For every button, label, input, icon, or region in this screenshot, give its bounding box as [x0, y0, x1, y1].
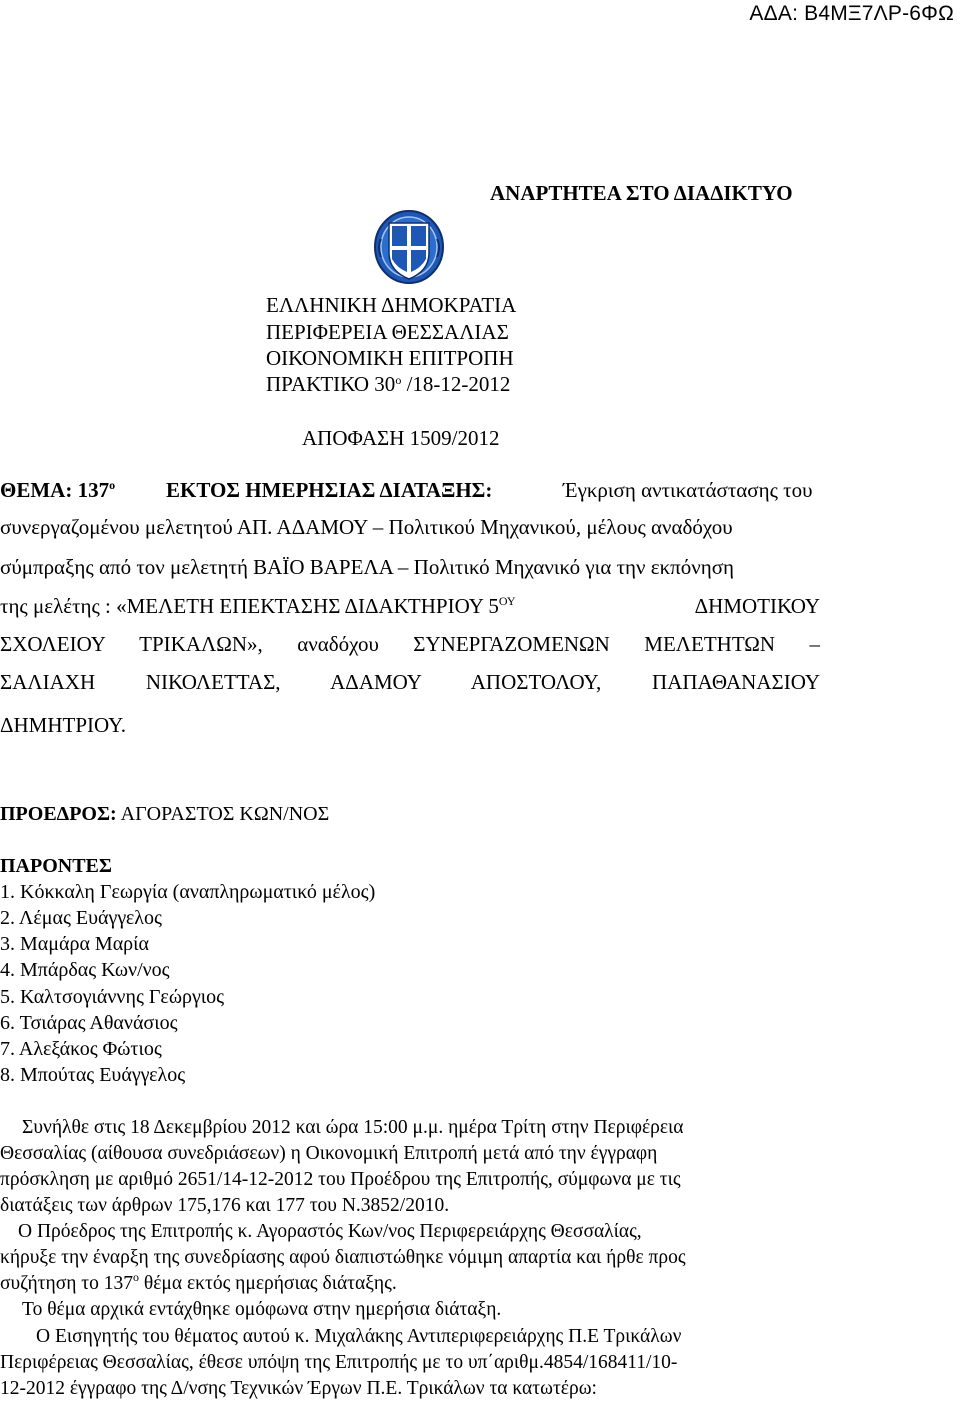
list-item: 2. Λέμας Ευάγγελος	[0, 907, 162, 929]
meeting-paragraph-line-3: πρόσκληση με αριθμό 2651/14-12-2012 του Προέδρου της Επιτροπής, σύμφωνα με τις	[0, 1169, 681, 1190]
meeting-paragraph-line-2: Θεσσαλίας (αίθουσα συνεδριάσεων) η Οικονομική Επιτροπή μετά από την έγγραφη	[0, 1143, 658, 1164]
subject-line-6: ΣΑΛΙΑΧΗ ΝΙΚΟΛΕΤΤΑΣ, ΑΔΑΜΟΥ ΑΠΟΣΤΟΛΟΥ, ΠΑΠΑΘΑΝΑΣΙΟΥ	[0, 670, 820, 694]
opening-paragraph-line-1: Ο Πρόεδρος της Επιτροπής κ. Αγοραστός Κων/νος Περιφερειάρχης Θεσσαλίας,	[18, 1221, 642, 1242]
subject-line-4: της μελέτης : «ΜΕΛΕΤΗ ΕΠΕΚΤΑΣΗΣ ΔΙΔΑΚΤΗΡΙΟΥ $5^{O\Upsilon}$ ΔΗΜΟΤΙΚΟΥ	[0, 594, 820, 618]
agenda-paragraph: Το θέμα αρχικά εντάχθηκε ομόφωνα στην ημερήσια διάταξη.	[22, 1299, 502, 1320]
header-minutes: ΠΡΑΚΤΙΚΟ $30^o$ /18-12-2012	[266, 372, 511, 396]
rapporteur-paragraph-line-3: 12-2012 έγγραφο της Δ/νσης Τεχνικών Έργων Π.Ε. Τρικάλων τα κατωτέρω:	[0, 1378, 597, 1399]
list-item: 5. Καλτσογιάννης Γεώργιος	[0, 986, 225, 1008]
decision-number: ΑΠΟΦΑΣΗ 1509/2012	[302, 426, 500, 450]
header-region: ΠΕΡΙΦΕΡΕΙΑ ΘΕΣΣΑΛΙΑΣ	[266, 320, 509, 344]
greek-coat-of-arms-icon	[373, 209, 445, 285]
rapporteur-paragraph-line-2: Περιφέρειας Θεσσαλίας, έθεσε υπόψη της Επιτροπής με το υπ΄αριθμ.4854/168411/10-	[0, 1352, 678, 1373]
subject-line-7: ΔΗΜΗΤΡΙΟΥ.	[0, 713, 126, 737]
list-item: 6. Τσιάρας Αθανάσιος	[0, 1012, 178, 1034]
opening-paragraph-line-3: συζήτηση το $137^o$ θέμα εκτός ημερήσιας διάταξης.	[0, 1270, 397, 1294]
ada-code: ΑΔΑ: Β4ΜΞ7ΛΡ-6ΦΩ	[749, 2, 954, 25]
list-item: 1. Κόκκαλη Γεωργία (αναπληρωματικό μέλος)	[0, 881, 376, 903]
header-committee: ΟΙΚΟΝΟΜΙΚΗ ΕΠΙΤΡΟΠΗ	[266, 346, 514, 370]
meeting-paragraph-line-1: Συνήλθε στις 18 Δεκεμβρίου 2012 και ώρα 15:00 μ.μ. ημέρα Τρίτη στην Περιφέρεια	[22, 1117, 684, 1138]
list-item: 8. Μπούτας Ευάγγελος	[0, 1064, 186, 1086]
subject-line-3: σύμπραξης από τον μελετητή ΒΑΪΟ ΒΑΡΕΛΑ – Πολιτικό Μηχανικό για την εκπόνηση	[0, 555, 735, 579]
rapporteur-paragraph-line-1: Ο Εισηγητής του θέματος αυτού κ. Μιχαλάκης Αντιπεριφερειάρχης Π.Ε Τρικάλων	[36, 1326, 682, 1347]
list-item: 3. Μαμάρα Μαρία	[0, 933, 150, 955]
publication-banner: ΑΝΑΡΤΗΤΕΑ ΣΤΟ ΔΙΑΔΙΚΤΥΟ	[490, 181, 793, 205]
present-label: ΠΑΡΟΝΤΕΣ	[0, 855, 112, 877]
list-item: 4. Μπάρδας Κων/νος	[0, 959, 170, 981]
subject-line-5: ΣΧΟΛΕΙΟΥ ΤΡΙΚΑΛΩΝ», αναδόχου ΣΥΝΕΡΓΑΖΟΜΕΝΩΝ ΜΕΛΕΤΗΤΩΝ –	[0, 632, 820, 656]
president: ΠΡΟΕΔΡΟΣ: ΑΓΟΡΑΣΤΟΣ ΚΩΝ/ΝΟΣ	[0, 803, 330, 825]
meeting-paragraph-line-4: διατάξεις των άρθρων 175,176 και 177 του Ν.3852/2010.	[0, 1195, 450, 1216]
list-item: 7. Αλεξάκος Φώτιος	[0, 1038, 162, 1060]
subject-line-1: ΘΕΜΑ: $137^o$ ΕΚΤΟΣ ΗΜΕΡΗΣΙΑΣ ΔΙΑΤΑΞΗΣ: Έγκριση αντικατάστασης του	[0, 478, 813, 502]
opening-paragraph-line-2: κήρυξε την έναρξη της συνεδρίασης αφού διαπιστώθηκε νόμιμη απαρτία και ήρθε προς	[0, 1247, 686, 1268]
header-democracy: ΕΛΛΗΝΙΚΗ ΔΗΜΟΚΡΑΤΙΑ	[266, 293, 517, 317]
subject-line-2: συνεργαζομένου μελετητού ΑΠ. ΑΔΑΜΟΥ – Πολιτικού Μηχανικού, μέλους αναδόχου	[0, 515, 733, 539]
